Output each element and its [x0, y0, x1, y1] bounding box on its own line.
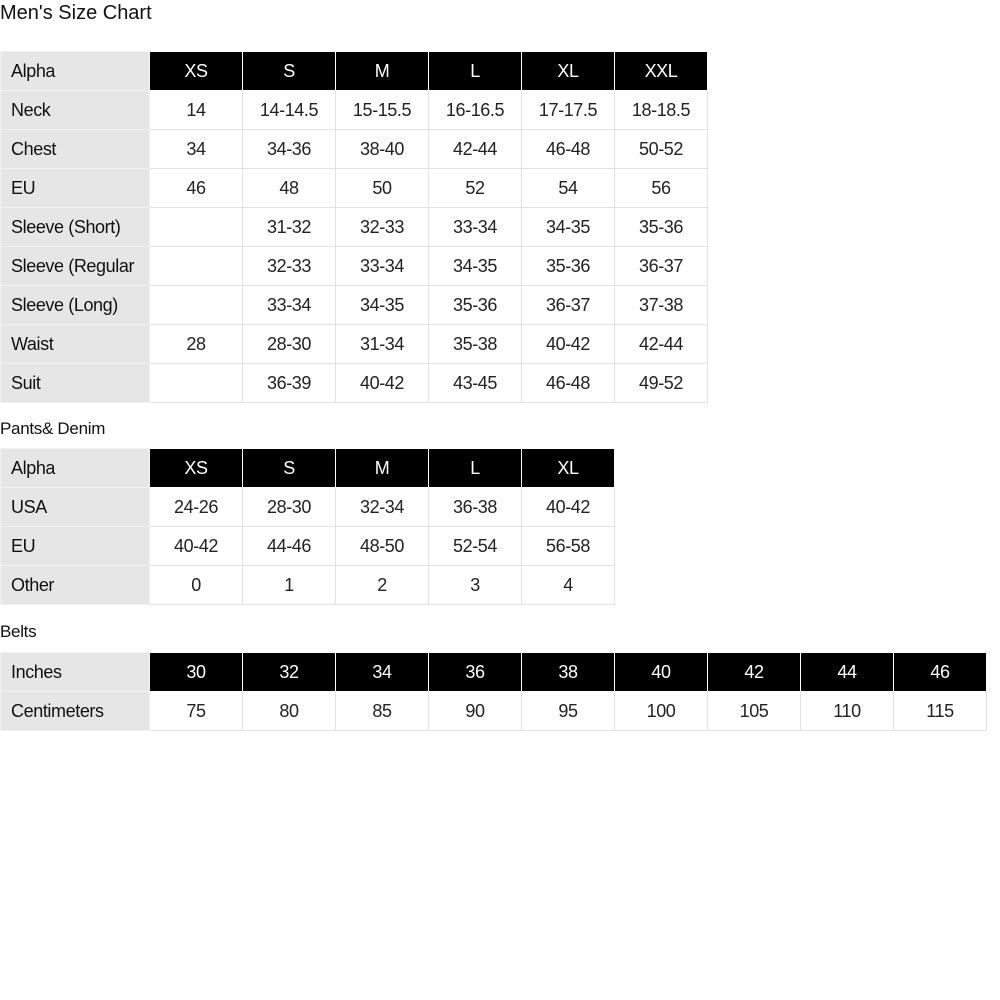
table-cell: 110	[801, 692, 894, 731]
table-cell: 28-30	[243, 325, 336, 364]
row-label: Centimeters	[1, 692, 150, 731]
table-cell	[150, 364, 243, 403]
column-header-cell: XL	[522, 52, 615, 91]
table-row	[1, 169, 708, 208]
pants-denim-table	[0, 448, 615, 605]
table-header-row	[1, 52, 708, 91]
table-cell: 54	[522, 169, 615, 208]
column-header-cell: S	[243, 449, 336, 488]
table-cell: 49-52	[615, 364, 708, 403]
row-label: EU	[1, 527, 150, 566]
table-cell	[150, 208, 243, 247]
column-header-cell: 34	[336, 653, 429, 692]
column-header-cell: 40	[615, 653, 708, 692]
table-cell: 42-44	[615, 325, 708, 364]
table-row	[1, 91, 708, 130]
table-cell: 36-37	[615, 247, 708, 286]
table-cell: 56	[615, 169, 708, 208]
table-cell: 50	[336, 169, 429, 208]
row-label: Alpha	[1, 449, 150, 488]
table-cell: 85	[336, 692, 429, 731]
row-label: Other	[1, 566, 150, 605]
table-cell: 32-33	[243, 247, 336, 286]
table-cell: 1	[243, 566, 336, 605]
table-cell: 35-38	[429, 325, 522, 364]
table-cell: 100	[615, 692, 708, 731]
table-row	[1, 566, 615, 605]
table-cell: 46-48	[522, 130, 615, 169]
table-cell: 0	[150, 566, 243, 605]
table-cell: 105	[708, 692, 801, 731]
table-cell: 52-54	[429, 527, 522, 566]
column-header-cell: XXL	[615, 52, 708, 91]
table-row	[1, 130, 708, 169]
table-cell: 52	[429, 169, 522, 208]
table-cell: 75	[150, 692, 243, 731]
row-label: Inches	[1, 653, 150, 692]
table-cell: 2	[336, 566, 429, 605]
table-cell: 40-42	[522, 325, 615, 364]
row-label: Sleeve (Long)	[1, 286, 150, 325]
belts-table	[0, 652, 987, 731]
column-header-cell: XS	[150, 52, 243, 91]
table-cell: 33-34	[429, 208, 522, 247]
table-cell: 14	[150, 91, 243, 130]
table-row	[1, 364, 708, 403]
column-header-cell: 46	[894, 653, 987, 692]
column-header-cell: 36	[429, 653, 522, 692]
table-cell: 36-39	[243, 364, 336, 403]
table-cell: 36-38	[429, 488, 522, 527]
column-header-cell: XS	[150, 449, 243, 488]
table-cell: 35-36	[522, 247, 615, 286]
table-header-row	[1, 449, 615, 488]
table-cell: 48	[243, 169, 336, 208]
table-cell: 18-18.5	[615, 91, 708, 130]
table-cell: 34-35	[336, 286, 429, 325]
table-cell: 34-36	[243, 130, 336, 169]
row-label: Neck	[1, 91, 150, 130]
table-cell: 14-14.5	[243, 91, 336, 130]
table-cell: 40-42	[150, 527, 243, 566]
column-header-cell: M	[336, 449, 429, 488]
table-cell: 37-38	[615, 286, 708, 325]
table-cell: 38-40	[336, 130, 429, 169]
table-row	[1, 692, 987, 731]
table-cell: 31-34	[336, 325, 429, 364]
belts-title: Belts	[0, 622, 37, 641]
column-header-cell: L	[429, 52, 522, 91]
column-header-cell: L	[429, 449, 522, 488]
table-cell: 56-58	[522, 527, 615, 566]
table-cell: 40-42	[336, 364, 429, 403]
pants-denim-title: Pants& Denim	[0, 419, 106, 438]
table-cell: 35-36	[429, 286, 522, 325]
table-header-row	[1, 653, 987, 692]
table-cell: 46-48	[522, 364, 615, 403]
table-cell: 35-36	[615, 208, 708, 247]
column-header-cell: 42	[708, 653, 801, 692]
table-cell: 115	[894, 692, 987, 731]
table-cell: 36-37	[522, 286, 615, 325]
mens-size-table	[0, 51, 708, 403]
table-cell: 17-17.5	[522, 91, 615, 130]
table-cell: 46	[150, 169, 243, 208]
row-label: Suit	[1, 364, 150, 403]
table-cell: 16-16.5	[429, 91, 522, 130]
table-cell: 31-32	[243, 208, 336, 247]
page-title: Men's Size Chart	[0, 2, 152, 24]
table-row	[1, 488, 615, 527]
table-row	[1, 286, 708, 325]
row-label: Chest	[1, 130, 150, 169]
table-row	[1, 325, 708, 364]
row-label: Waist	[1, 325, 150, 364]
column-header-cell: XL	[522, 449, 615, 488]
table-cell: 43-45	[429, 364, 522, 403]
table-cell: 34-35	[429, 247, 522, 286]
table-cell: 33-34	[336, 247, 429, 286]
table-cell: 90	[429, 692, 522, 731]
column-header-cell: 30	[150, 653, 243, 692]
table-cell: 50-52	[615, 130, 708, 169]
table-cell	[150, 286, 243, 325]
table-row	[1, 527, 615, 566]
table-cell: 32-34	[336, 488, 429, 527]
table-cell: 80	[243, 692, 336, 731]
table-cell: 33-34	[243, 286, 336, 325]
table-cell: 24-26	[150, 488, 243, 527]
column-header-cell: 38	[522, 653, 615, 692]
row-label: EU	[1, 169, 150, 208]
column-header-cell: 44	[801, 653, 894, 692]
row-label: USA	[1, 488, 150, 527]
column-header-cell: 32	[243, 653, 336, 692]
table-cell: 34-35	[522, 208, 615, 247]
row-label: Sleeve (Regular	[1, 247, 150, 286]
table-cell: 34	[150, 130, 243, 169]
column-header-cell: S	[243, 52, 336, 91]
table-row	[1, 208, 708, 247]
table-cell	[150, 247, 243, 286]
table-cell: 95	[522, 692, 615, 731]
table-cell: 32-33	[336, 208, 429, 247]
table-cell: 44-46	[243, 527, 336, 566]
table-cell: 48-50	[336, 527, 429, 566]
table-cell: 28	[150, 325, 243, 364]
column-header-cell: M	[336, 52, 429, 91]
table-cell: 28-30	[243, 488, 336, 527]
table-cell: 42-44	[429, 130, 522, 169]
row-label: Sleeve (Short)	[1, 208, 150, 247]
table-row	[1, 247, 708, 286]
table-cell: 3	[429, 566, 522, 605]
table-cell: 40-42	[522, 488, 615, 527]
table-cell: 4	[522, 566, 615, 605]
table-cell: 15-15.5	[336, 91, 429, 130]
row-label: Alpha	[1, 52, 150, 91]
